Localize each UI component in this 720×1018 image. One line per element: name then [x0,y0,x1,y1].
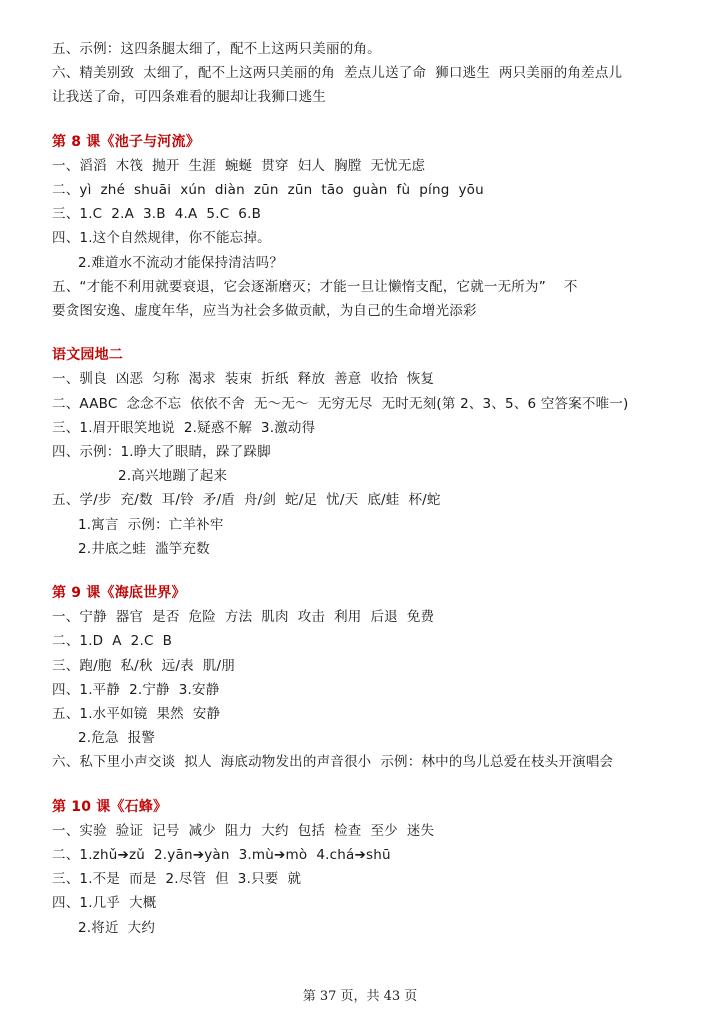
answer-line: 让我送了命，可四条难看的腿却让我狮口逃生 [52,89,326,106]
page-footer: 第 37 页，共 43 页 [302,989,418,1004]
answer-line: 2.难道水不流动才能保持清洁吗？ [78,254,284,271]
section-heading: 第 8 课《池子与河流》 [52,133,200,150]
answer-line: 五、1.水平如镜 果然 安静 [52,706,221,722]
answer-line: 三、1.不是 而是 2.尽管 但 3.只要 就 [52,871,302,888]
answer-line: 2.井底之蛙 滥竽充数 [78,540,210,557]
section-heading: 第 10 课《石蜂》 [52,798,168,815]
answer-line: 五、示例：这四条腿太细了，配不上这两只美丽的角。 [52,41,381,57]
answer-line: 一、滔滔 木筏 抛开 生涯 蜿蜒 贯穿 妇人 胸膛 无忧无虑 [52,157,426,174]
answer-line: 二、1.zhǔ➔zǔ 2.yān➔yàn 3.mù➔mò 4.chá➔shū [52,847,391,863]
answer-line: 一、驯良 凶恶 匀称 渴求 装束 折纸 释放 善意 收拾 恢复 [52,371,435,388]
answer-line: 一、实验 验证 记号 减少 阻力 大约 包括 检查 至少 迷失 [52,822,435,839]
answer-line: 1.寓言 示例：亡羊补牢 [78,516,224,533]
answer-line: 2.将近 大约 [78,919,156,936]
answer-line: 2.危急 报警 [78,730,156,747]
answer-line: 五、学/步 充/数 耳/铃 矛/盾 舟/剑 蛇/足 忧/天 底/蛙 杯/蛇 [52,492,441,509]
answer-line: 三、1.眉开眼笑地说 2.疑惑不解 3.激动得 [52,419,316,436]
answer-line: 二、AABC 念念不忘 依依不舍 无～无～ 无穷无尽 无时无刻(第 2、3、5、6 空答案不唯一) [52,395,629,412]
answer-line: 四、示例：1.睁大了眼睛，跺了跺脚 [52,444,271,460]
answer-line: 四、1.这个自然规律，你不能忘掉。 [52,230,271,247]
answer-line: 六、精美别致 太细了，配不上这两只美丽的角 差点儿送了命 狮口逃生 两只美丽的角差点儿 [52,65,623,82]
section-heading: 语文园地二 [52,347,123,364]
answer-line: 六、私下里小声交谈 拟人 海底动物发出的声音很小 示例：林中的鸟儿总爱在枝头开演唱会 [52,754,614,771]
answer-line: 2.高兴地蹦了起来 [118,468,228,485]
answer-line: 二、yì zhé shuāi xún diàn zūn zūn tāo guàn fù píng yōu [52,182,484,198]
answer-line: 三、1.C 2.A 3.B 4.A 5.C 6.B [52,206,262,223]
answer-line: 五、“才能不利用就要衰退，它会逐渐磨灭；才能一旦让懒惰支配，它就一无所为” 不 [52,278,578,295]
answer-line: 三、跑/胞 私/秋 远/表 肌/朋 [52,657,235,674]
section-heading: 第 9 课《海底世界》 [52,585,186,601]
answer-line: 要贪图安逸、虚度年华，应当为社会多做贡献，为自己的生命增光添彩 [52,303,477,319]
answer-line: 一、宁静 器官 是否 危险 方法 肌肉 攻击 利用 后退 免费 [52,609,435,626]
answer-line: 四、1.几乎 大概 [52,895,157,912]
answer-line: 二、1.D A 2.C B [52,633,173,650]
answer-line: 四、1.平静 2.宁静 3.安静 [52,681,220,698]
